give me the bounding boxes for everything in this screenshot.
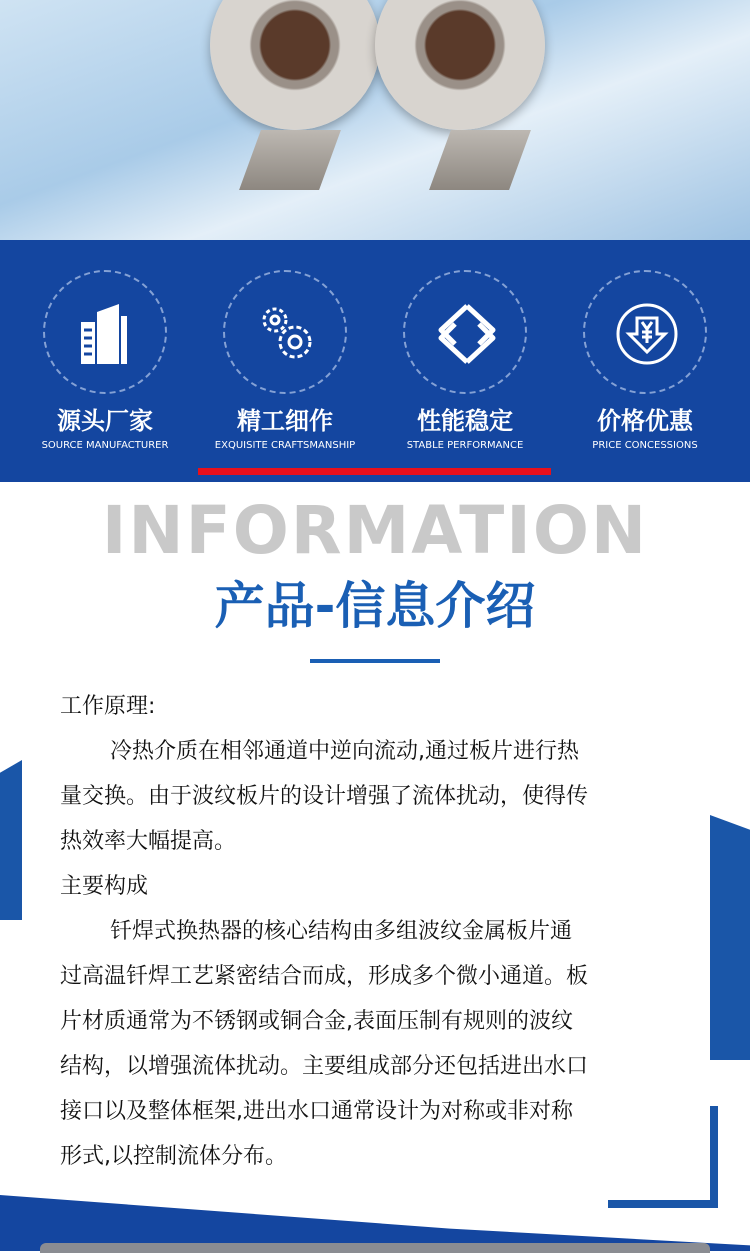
next-image-edge	[40, 1243, 710, 1253]
heading-structure: 主要构成	[60, 874, 149, 899]
gears-icon	[255, 302, 319, 366]
product-hero-image	[0, 0, 750, 240]
section-title: 产品-信息介绍	[214, 577, 536, 635]
title-underline	[310, 659, 440, 663]
feature-band: 源头厂家 SOURCE MANUFACTURER 精工细作 EXQUISITE CRAFTSMANSHIP 性能稳定 STABLE PERFORMANCE 价格优惠 PRICE CONCESSIONS	[0, 240, 750, 482]
active-indicator	[198, 468, 551, 475]
yuan-down-icon	[615, 302, 679, 366]
section-watermark: INFORMATION	[101, 492, 649, 569]
building-icon	[75, 302, 139, 366]
layers-icon	[435, 302, 499, 366]
info-content: 工作原理: 冷热介质在相邻通道中逆向流动,通过板片进行热 量交换。由于波纹板片的设计增强了流体扰动，使得传 热效率大幅提高。 主要构成 钎焊式换热器的核心结构由多组波纹金属板片通 过高温钎焊工艺紧密结合而成，形成多个微小通道。板 片材质通常为不锈钢或铜合金,表面压制有规则的波纹 结构，以增强流体扰动。主要组成部分还包括进出水口 接口以及整体框架,进出水口通常设计为对称或非对称 形式,以控制流体分布。	[60, 684, 700, 1179]
decor-right	[710, 815, 750, 1060]
bracket-vertical	[710, 1106, 718, 1208]
decor-left	[0, 760, 22, 920]
heading-principle: 工作原理:	[60, 694, 156, 719]
bracket-horizontal	[608, 1200, 718, 1208]
